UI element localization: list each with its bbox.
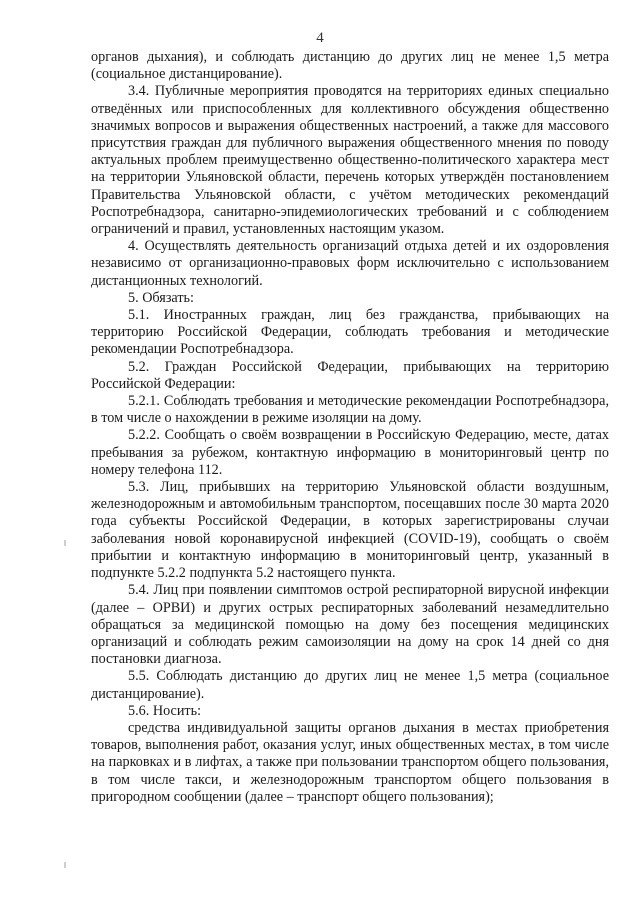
paragraph-5-4: 5.4. Лиц при появлении симптомов острой респираторной вирусной инфекции (далее – ОРВИ) и других острых респираторных заболеваний незамедлительно обращаться за медицинской помощью на дому без посещения медицинских организаций и соблюдать режим самоизоляции на дому на срок 14 дней со дня постановки диагноза.: [91, 582, 609, 668]
document-body: [91, 49, 609, 806]
paragraph-5-2: 5.2. Граждан Российской Федерации, прибывающих на территорию Российской Федерации:: [91, 358, 609, 392]
paragraph-4: 4. Осуществлять деятельность организаций отдыха детей и их оздоровления независимо от организационно-правовых форм исключительно с использованием дистанционных технологий.: [91, 238, 609, 289]
paragraph-5: 5. Обязать:: [128, 289, 194, 306]
paragraph-3-4: 3.4. Публичные мероприятия проводятся на территориях единых специально отведённых или приспособленных для коллективного обсуждения общественно значимых вопросов и выражения общественных настроений, а также для массового присутствия граждан для публичного выражения общественного мнения по поводу актуальных проблем преимущественно общественно-политического характера мест на территории Ульяновской области, перечень которых утверждён постановлением Правительства Ульяновской области, с учётом методических рекомендаций Роспотребнадзора, санитарно-эпидемиологических требований и с соблюдением ограничений и правил, установленных настоящим указом.: [91, 83, 609, 238]
paragraph: органов дыхания), и соблюдать дистанцию до других лиц не менее 1,5 метра (социальное дистанцирование).: [91, 49, 609, 83]
paragraph-5-1: 5.1. Иностранных граждан, лиц без гражданства, прибывающих на территорию Российской Федерации, соблюдать требования и методические рекомендации Роспотребнадзора.: [91, 307, 609, 358]
paragraph-5-6: 5.6. Носить:: [128, 702, 202, 719]
paragraph-5-5: 5.5. Соблюдать дистанцию до других лиц не менее 1,5 метра (социальное дистанцирование).: [91, 668, 609, 702]
paragraph-5-2-2: 5.2.2. Сообщать о своём возвращении в Российскую Федерацию, месте, датах пребывания за рубежом, контактную информацию в мониторинговый центр по номеру телефона 112.: [91, 427, 609, 478]
page-number: 4: [316, 30, 324, 46]
paragraph-5-2-1: 5.2.1. Соблюдать требования и методические рекомендации Роспотребнадзора, в том числе о нахождении в режиме изоляции на дому.: [91, 393, 609, 427]
paragraph-5-3: 5.3. Лиц, прибывших на территорию Ульяновской области воздушным, железнодорожным и автомобильным транспортом, посещавших после 30 марта 2020 года субъекты Российской Федерации, в которых зарегистрированы случаи заболевания новой коронавирусной инфекцией (COVID-19), сообщать о своём прибытии и контактную информацию в мониторинговый центр, указанный в подпункте 5.2.2 подпункта 5.2 настоящего пункта.: [91, 479, 609, 582]
scan-artifact: [64, 540, 66, 546]
paragraph-5-6-text: средства индивидуальной защиты органов дыхания в местах приобретения товаров, выполнения работ, оказания услуг, иных общественных местах, в том числе на парковках и в лифтах, а также при пользовании транспортом общего пользования, в том числе такси, и железнодорожным транспортом общего пользования в пригородном сообщении (далее – транспорт общего пользования);: [91, 719, 609, 805]
scan-artifact: [64, 862, 66, 868]
